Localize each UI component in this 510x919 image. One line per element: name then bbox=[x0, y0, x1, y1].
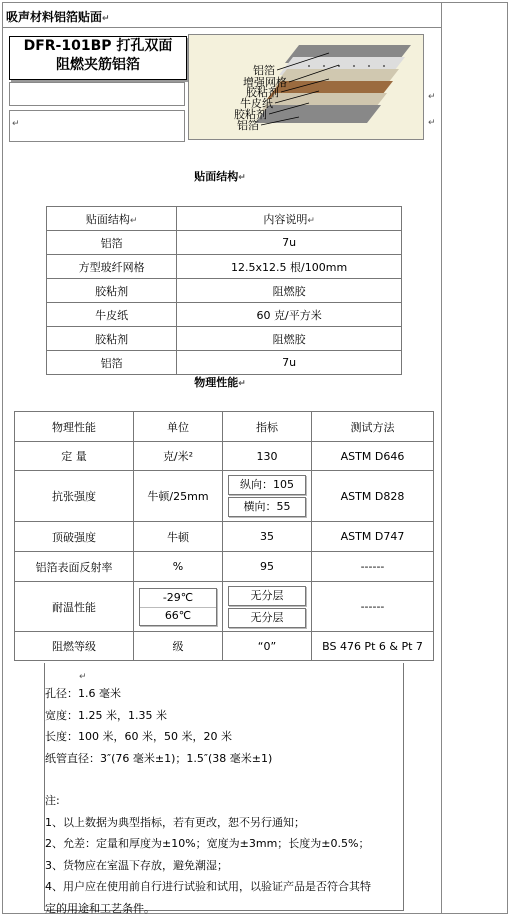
diagram-label: 胶粘剂 bbox=[246, 85, 279, 99]
table-cell: 铝箔 bbox=[47, 351, 177, 375]
table-cell: 胶粘剂 bbox=[47, 327, 177, 351]
table-row bbox=[15, 582, 434, 632]
table-header-cell: 内容说明↵ bbox=[177, 207, 402, 231]
table-row bbox=[15, 442, 434, 471]
table-row bbox=[47, 303, 402, 327]
notes-section: ↵ 孔径：1.6 毫米 宽度：1.25 米，1.35 米 长度：100 米，60 米，50 米，20 米 纸管直径：3″(76 毫米±1)；1.5″(38 毫米±1) 注: 1、以上数据为典型指标，若有更改，恕不另行通知； 2、允差：定量和厚度为±10%；宽度为±3mm；长度为±0.5%； 3、货物应在室温下存放，避免潮湿； 4、用户应在使用前自行进行试验和试用，以验证产品是否符合其特 定的用途和工艺条件。 bbox=[44, 663, 404, 911]
layer-diagram bbox=[188, 34, 424, 140]
diagram-label: 牛皮纸 bbox=[240, 96, 273, 110]
note-line: 4、用户应在使用前自行进行试验和试用，以验证产品是否符合其特 bbox=[45, 876, 403, 898]
table-cell: 阻燃等级 bbox=[15, 632, 134, 661]
table-header-cell: 物理性能 bbox=[15, 412, 134, 442]
table-cell: 60 克/平方米 bbox=[177, 303, 402, 327]
table-cell: 阻燃胶 bbox=[177, 279, 402, 303]
table-cell: 130 bbox=[223, 442, 312, 471]
right-column bbox=[442, 2, 508, 914]
physical-title: 物理性能↵ bbox=[0, 374, 440, 390]
product-name-line2: 阻燃夹筋铝箔 bbox=[10, 56, 186, 75]
table-header-row bbox=[15, 412, 434, 442]
table-cell: 12.5x12.5 根/100mm bbox=[177, 255, 402, 279]
table-cell: % bbox=[134, 552, 223, 582]
table-cell: ASTM D646 bbox=[312, 442, 434, 471]
note-line: 2、允差：定量和厚度为±10%；宽度为±3mm；长度为±0.5%； bbox=[45, 833, 403, 855]
table-cell: 抗张强度 bbox=[15, 471, 134, 522]
physical-table bbox=[14, 411, 434, 661]
table-header-cell: 测试方法 bbox=[312, 412, 434, 442]
inner-value: 无分层 bbox=[228, 586, 306, 606]
structure-title: 贴面结构↵ bbox=[0, 168, 440, 184]
note-line: 注: bbox=[45, 790, 403, 812]
note-line: 孔径：1.6 毫米 bbox=[45, 683, 403, 705]
table-cell: 牛皮纸 bbox=[47, 303, 177, 327]
inner-value: 纵向：105 bbox=[228, 475, 306, 495]
table-cell: 定 量 bbox=[15, 442, 134, 471]
empty-cell: ↵ bbox=[9, 110, 185, 142]
table-header-cell: 贴面结构↵ bbox=[47, 207, 177, 231]
note-line: 3、货物应在室温下存放，避免潮湿； bbox=[45, 855, 403, 877]
table-row bbox=[47, 231, 402, 255]
table-cell: BS 476 Pt 6 & Pt 7 bbox=[312, 632, 434, 661]
table-cell: 95 bbox=[223, 552, 312, 582]
layer-diagram-svg bbox=[189, 35, 423, 139]
table-row bbox=[47, 351, 402, 375]
product-panel bbox=[6, 32, 188, 142]
product-name-box bbox=[9, 36, 187, 80]
diagram-label: 铝箔 bbox=[237, 119, 259, 132]
table-cell: ASTM D828 bbox=[312, 471, 434, 522]
table-row bbox=[47, 327, 402, 351]
table-cell: 级 bbox=[134, 632, 223, 661]
note-line: 纸管直径：3″(76 毫米±1)；1.5″(38 毫米±1) bbox=[45, 748, 403, 770]
table-cell: ------ bbox=[312, 582, 434, 632]
note-line: 定的用途和工艺条件。 bbox=[45, 898, 403, 919]
table-cell: 7u bbox=[177, 351, 402, 375]
table-cell: 胶粘剂 bbox=[47, 279, 177, 303]
table-cell: ------ bbox=[312, 552, 434, 582]
table-row bbox=[15, 632, 434, 661]
table-cell: 铝箔 bbox=[47, 231, 177, 255]
note-line: 长度：100 米，60 米，50 米，20 米 bbox=[45, 726, 403, 748]
table-header-cell: 单位 bbox=[134, 412, 223, 442]
table-row bbox=[15, 552, 434, 582]
table-row bbox=[47, 255, 402, 279]
table-cell bbox=[134, 582, 223, 632]
empty-cell bbox=[9, 82, 185, 106]
table-header-row bbox=[47, 207, 402, 231]
table-cell: 铝箔表面反射率 bbox=[15, 552, 134, 582]
table-cell: 方型玻纤网格 bbox=[47, 255, 177, 279]
inner-value: 66℃ bbox=[139, 607, 217, 626]
product-name-line1: DFR-101BP 打孔双面 bbox=[10, 37, 186, 56]
table-header-cell: 指标 bbox=[223, 412, 312, 442]
table-cell bbox=[223, 582, 312, 632]
table-cell bbox=[223, 471, 312, 522]
table-cell: “0” bbox=[223, 632, 312, 661]
page-title: 吸声材料铝箔贴面↵ bbox=[2, 2, 442, 28]
table-row bbox=[15, 471, 434, 522]
note-line bbox=[45, 769, 403, 790]
table-cell: 35 bbox=[223, 522, 312, 552]
table-cell: 克/米² bbox=[134, 442, 223, 471]
note-line: 1、以上数据为典型指标，若有更改，恕不另行通知； bbox=[45, 812, 403, 834]
table-row bbox=[47, 279, 402, 303]
table-cell: ASTM D747 bbox=[312, 522, 434, 552]
diagram-label: 胶粘剂 bbox=[234, 107, 267, 121]
table-cell: 7u bbox=[177, 231, 402, 255]
table-cell: 阻燃胶 bbox=[177, 327, 402, 351]
table-cell: 牛顿 bbox=[134, 522, 223, 552]
table-cell: 牛顿/25mm bbox=[134, 471, 223, 522]
inner-value: -29℃ bbox=[139, 588, 217, 607]
diagram-label: 铝箔 bbox=[253, 64, 275, 77]
inner-value: 无分层 bbox=[228, 608, 306, 628]
diagram-label: 增强网格 bbox=[243, 75, 287, 89]
table-row bbox=[15, 522, 434, 552]
inner-value: 横向：55 bbox=[228, 497, 306, 517]
table-cell: 耐温性能 bbox=[15, 582, 134, 632]
structure-table bbox=[46, 206, 402, 375]
note-line: 宽度：1.25 米，1.35 米 bbox=[45, 705, 403, 727]
table-cell: 顶破强度 bbox=[15, 522, 134, 552]
